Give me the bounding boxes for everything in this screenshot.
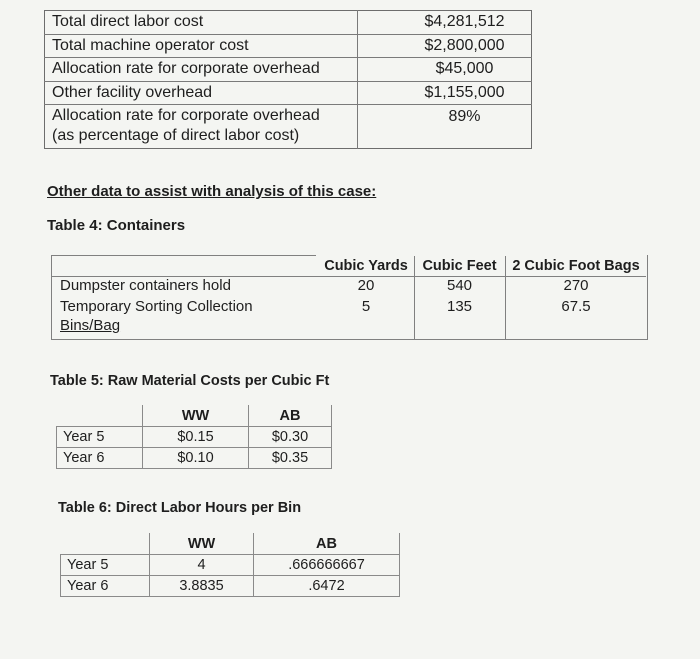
cell-value: 4 <box>150 555 254 576</box>
table4-title: Table 4: Containers <box>47 217 186 234</box>
cell-value: 540 <box>446 277 473 294</box>
col-header-ab: AB <box>249 406 332 427</box>
cell-value: .6472 <box>254 576 400 597</box>
table-row <box>45 81 532 105</box>
table4-divider <box>505 256 506 339</box>
corner-cell <box>61 534 150 555</box>
table5-title: Table 5: Raw Material Costs per Cubic Ft <box>50 373 330 389</box>
row-label: Other facility overhead <box>45 81 358 105</box>
table-row <box>61 576 400 597</box>
table-row <box>45 105 532 149</box>
col-header-ww: WW <box>150 534 254 555</box>
row-label: Year 5 <box>61 555 150 576</box>
row-value: $4,281,512 <box>358 11 532 35</box>
table4-divider <box>51 255 316 276</box>
row-label-line1: Allocation rate for corporate overhead <box>52 107 320 125</box>
row-label: Temporary Sorting Collection <box>60 298 253 315</box>
table-row <box>61 555 400 576</box>
table-row <box>57 448 332 469</box>
row-label: Allocation rate for corporate overhead <box>45 58 358 82</box>
table-header-row <box>61 534 400 555</box>
row-label: Total machine operator cost <box>45 34 358 58</box>
row-value: $2,800,000 <box>358 34 532 58</box>
cell-value: .666666667 <box>254 555 400 576</box>
cell-value: 20 <box>357 277 375 294</box>
col-header-cubic-yards: Cubic Yards <box>324 258 408 274</box>
cell-value: 67.5 <box>561 298 591 315</box>
col-header-ww: WW <box>143 406 249 427</box>
row-value: $45,000 <box>358 58 532 82</box>
row-label: Year 6 <box>57 448 143 469</box>
cell-value: $0.35 <box>249 448 332 469</box>
corner-cell <box>57 406 143 427</box>
table-header-row <box>57 406 332 427</box>
row-label: Total direct labor cost <box>45 11 358 35</box>
row-value: 89% <box>448 108 481 126</box>
table4-divider <box>414 256 415 339</box>
col-header-bags: 2 Cubic Foot Bags <box>512 258 640 274</box>
cell-value: $0.15 <box>143 427 249 448</box>
table-row <box>45 58 532 82</box>
row-label <box>45 105 358 149</box>
cell-value: 270 <box>563 277 589 294</box>
row-value: $1,155,000 <box>358 81 532 105</box>
other-data-heading: Other data to assist with analysis of this case: <box>47 183 377 200</box>
cell-value: 5 <box>361 298 371 315</box>
cell-value: 3.8835 <box>150 576 254 597</box>
col-header-ab: AB <box>254 534 400 555</box>
cell-value: $0.30 <box>249 427 332 448</box>
cost-summary-table <box>44 10 532 149</box>
table6 <box>60 533 400 597</box>
cell-value: $0.10 <box>143 448 249 469</box>
cell-value: 135 <box>446 298 473 315</box>
table-row <box>45 34 532 58</box>
col-header-cubic-feet: Cubic Feet <box>422 258 497 274</box>
row-label: Year 6 <box>61 576 150 597</box>
row-label-line2: (as percentage of direct labor cost) <box>52 127 300 145</box>
table5 <box>56 405 332 469</box>
row-label: Dumpster containers hold <box>60 277 231 294</box>
row-label: Year 5 <box>57 427 143 448</box>
row-label-line2: Bins/Bag <box>60 317 121 334</box>
table6-title: Table 6: Direct Labor Hours per Bin <box>58 500 302 516</box>
table-row <box>45 11 532 35</box>
table-row <box>57 427 332 448</box>
